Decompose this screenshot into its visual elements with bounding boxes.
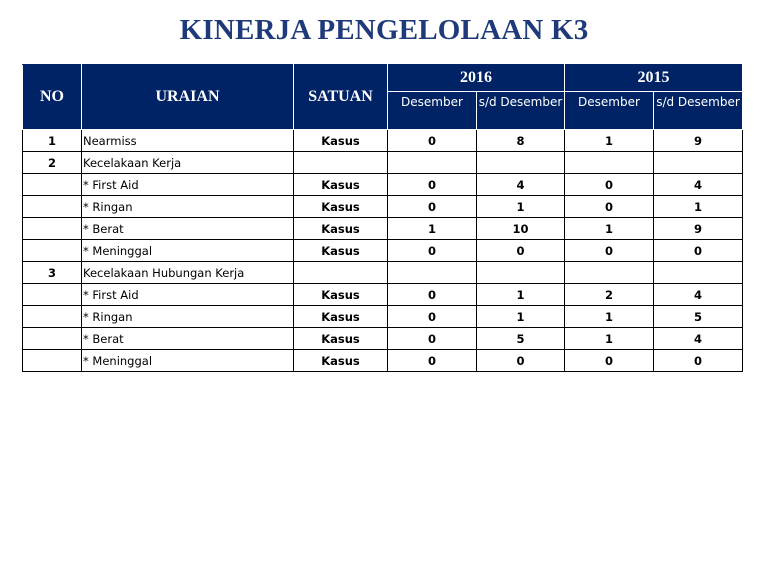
cell-desember-2016: 0 — [388, 130, 477, 152]
cell-sd-desember-2015 — [654, 262, 743, 284]
header-2015-desember: Desember — [565, 92, 654, 130]
table-row — [23, 284, 743, 306]
cell-desember-2015: 0 — [565, 196, 654, 218]
header-2016-desember: Desember — [388, 92, 477, 130]
cell-desember-2015: 2 — [565, 284, 654, 306]
cell-sd-desember-2016: 0 — [477, 350, 565, 372]
cell-satuan: Kasus — [294, 284, 388, 306]
table-row — [23, 130, 743, 152]
table-row — [23, 196, 743, 218]
table-row — [23, 328, 743, 350]
table-row — [23, 306, 743, 328]
cell-no: 3 — [23, 262, 82, 284]
cell-no — [23, 328, 82, 350]
cell-satuan: Kasus — [294, 196, 388, 218]
cell-satuan: Kasus — [294, 130, 388, 152]
cell-satuan: Kasus — [294, 328, 388, 350]
cell-sd-desember-2015 — [654, 152, 743, 174]
table-row — [23, 350, 743, 372]
cell-uraian: Kecelakaan Hubungan Kerja — [82, 262, 294, 284]
table-row — [23, 152, 743, 174]
cell-sd-desember-2016 — [477, 262, 565, 284]
cell-sd-desember-2015: 9 — [654, 218, 743, 240]
cell-sd-desember-2016: 1 — [477, 196, 565, 218]
cell-desember-2016: 0 — [388, 240, 477, 262]
cell-desember-2015: 1 — [565, 306, 654, 328]
cell-uraian: * Ringan — [82, 196, 294, 218]
cell-no — [23, 218, 82, 240]
cell-no — [23, 306, 82, 328]
cell-sd-desember-2016: 10 — [477, 218, 565, 240]
cell-desember-2016: 0 — [388, 174, 477, 196]
cell-desember-2015: 0 — [565, 240, 654, 262]
cell-sd-desember-2016: 0 — [477, 240, 565, 262]
cell-uraian: * First Aid — [82, 174, 294, 196]
cell-satuan — [294, 152, 388, 174]
cell-desember-2016: 0 — [388, 306, 477, 328]
cell-sd-desember-2015: 0 — [654, 350, 743, 372]
cell-satuan — [294, 262, 388, 284]
cell-desember-2016: 0 — [388, 328, 477, 350]
table-row — [23, 218, 743, 240]
cell-desember-2015: 1 — [565, 328, 654, 350]
cell-uraian: * Meninggal — [82, 240, 294, 262]
cell-no — [23, 284, 82, 306]
cell-satuan: Kasus — [294, 240, 388, 262]
cell-sd-desember-2016: 8 — [477, 130, 565, 152]
cell-desember-2015 — [565, 152, 654, 174]
cell-sd-desember-2015: 4 — [654, 174, 743, 196]
header-row-years — [23, 65, 743, 92]
cell-uraian: * Ringan — [82, 306, 294, 328]
cell-no — [23, 196, 82, 218]
header-2015-sd-desember: s/d Desember — [654, 92, 743, 130]
header-2016-sd-desember: s/d Desember — [477, 92, 565, 130]
cell-no — [23, 350, 82, 372]
cell-uraian: Nearmiss — [82, 130, 294, 152]
cell-uraian: * Meninggal — [82, 350, 294, 372]
cell-sd-desember-2016: 4 — [477, 174, 565, 196]
cell-desember-2016 — [388, 262, 477, 284]
cell-uraian: * Berat — [82, 328, 294, 350]
cell-sd-desember-2015: 5 — [654, 306, 743, 328]
cell-satuan: Kasus — [294, 174, 388, 196]
cell-sd-desember-2015: 1 — [654, 196, 743, 218]
cell-no — [23, 240, 82, 262]
cell-no: 2 — [23, 152, 82, 174]
cell-desember-2016: 0 — [388, 196, 477, 218]
cell-satuan: Kasus — [294, 218, 388, 240]
cell-uraian: * First Aid — [82, 284, 294, 306]
cell-uraian: Kecelakaan Kerja — [82, 152, 294, 174]
header-uraian: URAIAN — [82, 65, 294, 130]
cell-sd-desember-2016: 1 — [477, 306, 565, 328]
cell-satuan: Kasus — [294, 306, 388, 328]
cell-uraian: * Berat — [82, 218, 294, 240]
cell-desember-2016: 1 — [388, 218, 477, 240]
table-row — [23, 262, 743, 284]
page-title: KINERJA PENGELOLAAN K3 — [179, 14, 589, 46]
table-row — [23, 174, 743, 196]
cell-desember-2016: 0 — [388, 350, 477, 372]
cell-no: 1 — [23, 130, 82, 152]
k3-performance-table — [22, 64, 743, 372]
table-row — [23, 240, 743, 262]
cell-sd-desember-2015: 9 — [654, 130, 743, 152]
cell-satuan: Kasus — [294, 350, 388, 372]
cell-sd-desember-2016: 1 — [477, 284, 565, 306]
cell-desember-2016 — [388, 152, 477, 174]
cell-desember-2015 — [565, 262, 654, 284]
cell-desember-2015: 1 — [565, 218, 654, 240]
header-satuan: SATUAN — [294, 65, 388, 130]
cell-sd-desember-2015: 4 — [654, 284, 743, 306]
cell-sd-desember-2016 — [477, 152, 565, 174]
header-year-2015: 2015 — [565, 65, 743, 92]
header-year-2016: 2016 — [388, 65, 565, 92]
cell-desember-2015: 1 — [565, 130, 654, 152]
cell-sd-desember-2016: 5 — [477, 328, 565, 350]
cell-desember-2016: 0 — [388, 284, 477, 306]
cell-no — [23, 174, 82, 196]
header-no: NO — [23, 65, 82, 130]
cell-sd-desember-2015: 0 — [654, 240, 743, 262]
cell-desember-2015: 0 — [565, 174, 654, 196]
cell-desember-2015: 0 — [565, 350, 654, 372]
cell-sd-desember-2015: 4 — [654, 328, 743, 350]
